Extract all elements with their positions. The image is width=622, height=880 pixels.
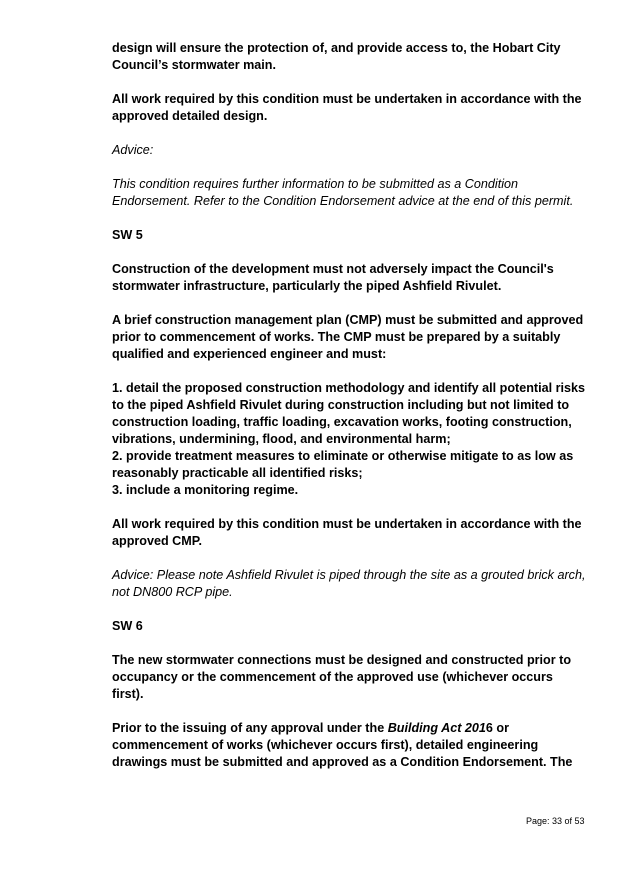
sw5-list <box>112 380 587 499</box>
list-item: 2. provide treatment measures to eliminate or otherwise mitigate to as low as reasonably practicable all identified risks; <box>112 449 574 480</box>
advice-label: Advice: <box>112 143 154 157</box>
condition-heading-sw5: SW 5 <box>112 228 143 242</box>
sw5-paragraph-1: Construction of the development must not adversely impact the Council's stormwater infrastructure, particularly the piped Ashfield Rivulet. <box>112 262 554 293</box>
list-item: 1. detail the proposed construction methodology and identify all potential risks to the piped Ashfield Rivulet during construction including but not limited to construction loading, traffic loading, excavation works, footing construction, vibrations, undermining, flood, and environmental harm; <box>112 381 586 446</box>
advice-text: This condition requires further information to be submitted as a Condition Endorsement. Refer to the Condition Endorsement advice at the end of this permit. <box>112 177 574 208</box>
paragraph-compliance: All work required by this condition must be undertaken in accordance with the approved detailed design. <box>112 92 582 123</box>
condition-heading-sw6: SW 6 <box>112 619 143 633</box>
list-item: 3. include a monitoring regime. <box>112 483 299 497</box>
page-number: Page: 33 of 53 <box>526 816 585 826</box>
page-content <box>112 40 587 788</box>
sw5-advice: Advice: Please note Ashfield Rivulet is piped through the site as a grouted brick arch, not DN800 RCP pipe. <box>112 568 586 599</box>
sw6-paragraph-1: The new stormwater connections must be designed and constructed prior to occupancy or the commencement of the approved use (whichever occurs first). <box>112 653 572 701</box>
sw6-paragraph-2 <box>112 720 587 771</box>
sw5-paragraph-3: All work required by this condition must be undertaken in accordance with the approved CMP. <box>112 517 582 548</box>
sw6-p2-after: 6 or commencement of works (whichever occurs first), detailed engineering drawings must be submitted and approved as a Condition Endorsement. The <box>112 721 573 769</box>
sw5-paragraph-2: A brief construction management plan (CMP) must be submitted and approved prior to commencement of works. The CMP must be prepared by a suitably qualified and experienced engineer and must: <box>112 313 584 361</box>
building-act-title: Building Act 201 <box>387 721 486 735</box>
paragraph-continued: design will ensure the protection of, and provide access to, the Hobart City Council’s stormwater main. <box>112 41 561 72</box>
sw6-p2-before: Prior to the issuing of any approval under the <box>112 721 388 735</box>
